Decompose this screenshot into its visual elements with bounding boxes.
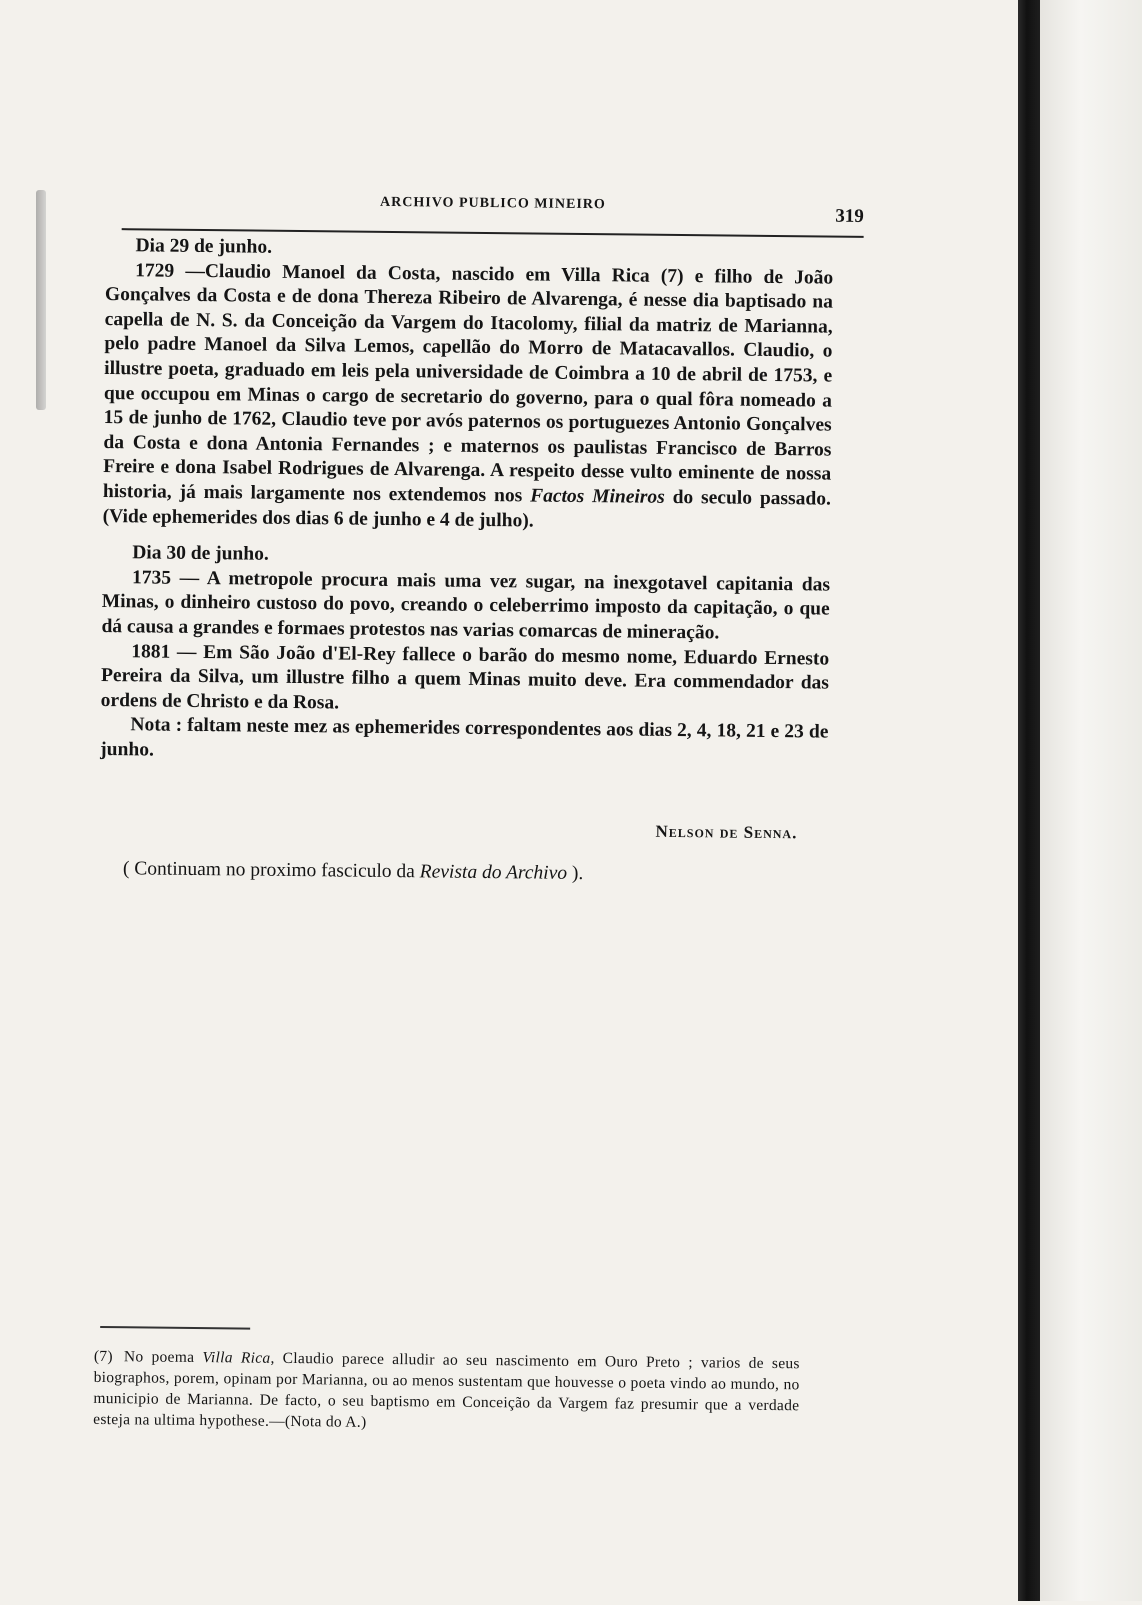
running-head: ARCHIVO PUBLICO MINEIRO bbox=[380, 194, 606, 213]
book-spine bbox=[1018, 0, 1040, 1601]
entry-year: 1881 bbox=[131, 640, 171, 663]
entry-1729 bbox=[103, 259, 834, 537]
entry-1881 bbox=[101, 639, 830, 720]
page-header bbox=[122, 184, 864, 238]
work-title: Factos Mineiros bbox=[530, 485, 665, 508]
page-number: 319 bbox=[835, 205, 864, 227]
day-heading-30: Dia 30 de junho. bbox=[132, 542, 269, 565]
author-signature: Nelson de Senna. bbox=[655, 822, 798, 843]
binding-shadow bbox=[36, 190, 46, 410]
entry-1735 bbox=[101, 566, 830, 647]
page-right-margin bbox=[1040, 0, 1142, 1601]
day-heading-29: Dia 29 de junho. bbox=[135, 235, 273, 258]
poem-title: Villa Rica bbox=[202, 1349, 271, 1367]
entry-year: 1735 bbox=[131, 567, 172, 589]
page-body bbox=[99, 230, 834, 889]
footnote-rule bbox=[100, 1326, 250, 1330]
entry-text: — A metropole procura mais uma vez sugar, na inexgotavel capitania das Minas, o dinheiro custoso do povo, creando o celeberrimo imposto da capitação, o que dá causa a grandes e formaes protestos nas varias comarcas de mineração. bbox=[101, 567, 831, 644]
nota: Nota : faltam neste mez as ephemerides correspondentes aos dias 2, 4, 18, 21 e 23 de junho. bbox=[100, 714, 829, 761]
footnote-mark: (7) bbox=[93, 1347, 113, 1366]
entry-year: 1729 bbox=[135, 259, 175, 282]
entry-text-end: do seculo passado. (Vide ephemerides dos dias 6 de junho e 4 de julho). bbox=[102, 486, 831, 532]
footnote: (7) No poema Villa Rica, Claudio parece alludir ao seu nascimento em Ouro Preto ; varios de seus biographos, porem, opinam por Marianna, ou ao menos sustentam que houvesse o poeta vindo ao mundo, no municipio de Marianna. De facto, o seu baptismo em Conceição da Vargem faz presumir que a verdade esteja na ultima hypothese.—(Nota do A.) bbox=[93, 1347, 800, 1431]
book-page bbox=[73, 0, 870, 1605]
entry-text: — Em São João d'El-Rey fallece o barão do mesmo nome, Eduardo Ernesto Pereira da Silva, um illustre filho a quem Minas muito deve. Era commendador das ordens de Christo e da Rosa. bbox=[100, 641, 830, 714]
journal-title: Revista do Archivo bbox=[419, 861, 568, 884]
entry-text: —Claudio Manoel da Costa, nascido em Villa Rica (7) e filho de João Gonçalves da Costa e de dona Thereza Ribeiro de Alvarenga, é nesse dia baptisado na capella de N. S. da Conceição da Vargem do Itacolomy, filial da matriz de Marianna, pelo padre Manoel da Silva Lemos, capellão do Morro de Matacavallos. Claudio, o illustre poeta, graduado em leis pela universidade de Coimbra a 10 de abril de 1753, e que occupou em Minas o cargo de secretario do governo, para o qual fôra nomeado a 15 de junho de 1762, Claudio teve por avós paternos os portuguezes Antonio Gonçalves da Costa e dona Antonia Fernandes ; e maternos os paulistas Francisco de Barros Freire e dona Isabel Rodrigues de Alvarenga. A respeito desse vulto eminente de nossa historia, já mais largamente nos extendemos nos bbox=[102, 260, 834, 507]
continuation-note: ( Continuam no proximo fasciculo da Revista do Archivo ). bbox=[122, 858, 584, 885]
